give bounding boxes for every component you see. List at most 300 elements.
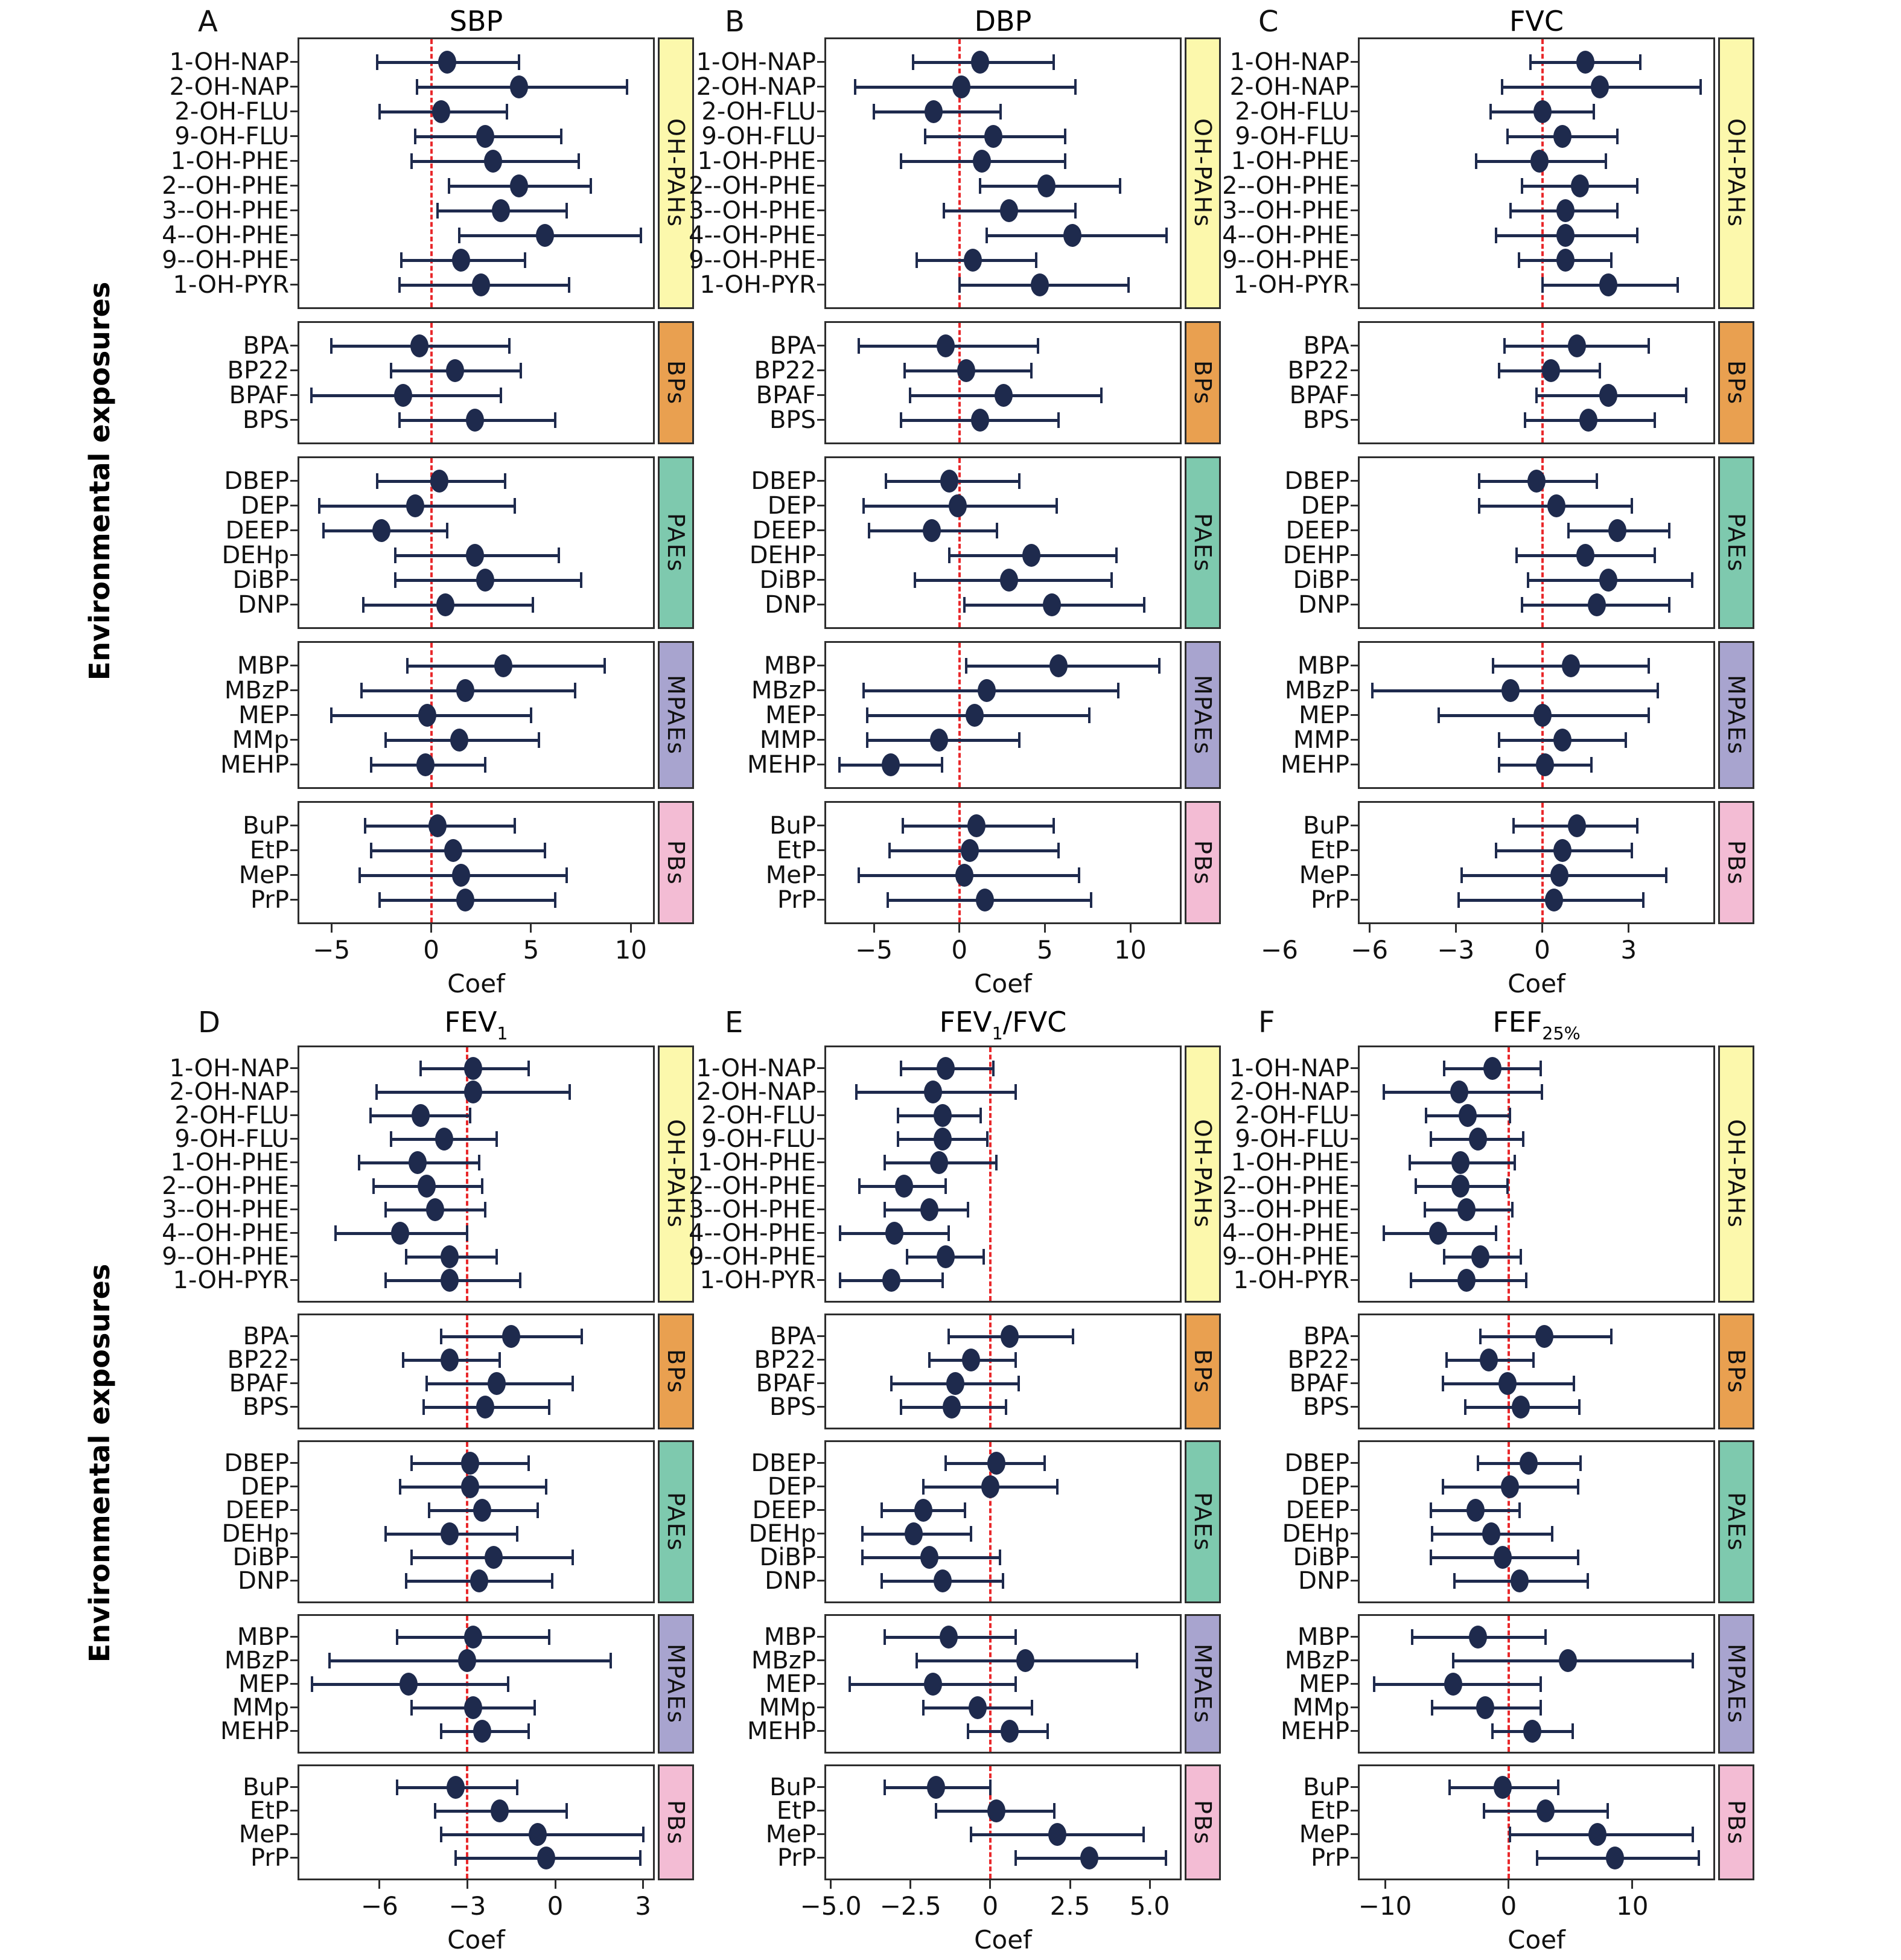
x-axis-tick-label: −5.0 xyxy=(800,1891,862,1921)
ci-cap-low xyxy=(900,153,902,169)
point-estimate xyxy=(1542,359,1560,382)
ci-cap-low xyxy=(1452,1653,1454,1668)
x-axis-tick-label: −3 xyxy=(1437,935,1475,965)
plot-panel-OH-PAHs xyxy=(1358,37,1715,309)
y-axis-tick xyxy=(290,419,298,421)
x-axis-tick xyxy=(1455,924,1457,933)
ci-cap-low xyxy=(384,1272,387,1288)
ci-cap-low xyxy=(396,1629,398,1645)
x-axis-tick-label: −6 xyxy=(360,1891,398,1921)
exposure-label: DBEP xyxy=(1284,467,1349,495)
ci-cap-high xyxy=(469,1108,471,1123)
ci-cap-high xyxy=(507,1676,509,1692)
y-axis-tick xyxy=(1351,899,1358,901)
point-estimate xyxy=(885,1222,903,1245)
ci-cap-low xyxy=(1014,1850,1017,1866)
ci-cap-high xyxy=(982,1249,985,1265)
y-axis-tick xyxy=(817,1636,824,1638)
facet-strip-label: OH-PAHs xyxy=(663,1119,689,1229)
plot-panel-OH-PAHs xyxy=(298,37,655,309)
x-axis-tick-label: 0 xyxy=(423,935,439,965)
point-estimate xyxy=(1471,1245,1489,1268)
y-axis-tick xyxy=(1351,529,1358,531)
point-estimate xyxy=(418,1175,436,1198)
facet-strip-label: OH-PAHs xyxy=(663,118,689,228)
exposure-label: 1-OH-NAP xyxy=(1229,48,1349,76)
ci-cap-high xyxy=(1654,547,1656,563)
y-axis-tick xyxy=(290,1138,298,1140)
point-estimate xyxy=(502,1325,520,1348)
ci-cap-low xyxy=(839,1272,841,1288)
y-axis-tick xyxy=(1351,1683,1358,1685)
plot-panel-BPs xyxy=(824,321,1182,444)
exposure-label: DEEP xyxy=(225,516,289,544)
facet-strip-label: BPs xyxy=(1189,1349,1216,1394)
point-estimate xyxy=(1568,334,1586,357)
panel-title xyxy=(824,1006,1182,1042)
facet-strip-label: PBs xyxy=(1189,1799,1216,1845)
y-axis-tick xyxy=(817,1509,824,1511)
y-axis-tick xyxy=(290,1114,298,1116)
ci-cap-high xyxy=(1540,1061,1542,1076)
y-axis-tick xyxy=(290,61,298,63)
panel-title-text: FVC xyxy=(1509,5,1564,37)
exposure-label: BPAF xyxy=(1289,381,1349,409)
exposure-label: 1-OH-NAP xyxy=(169,48,289,76)
exposure-label: MBzP xyxy=(1284,676,1349,704)
ci-cap-high xyxy=(1616,129,1619,144)
ci-cap-low xyxy=(1457,892,1460,908)
y-axis-tick xyxy=(1351,1833,1358,1835)
ci-cap-high xyxy=(514,498,516,514)
x-axis-tick-label: 0 xyxy=(547,1891,564,1921)
ci-cap-low xyxy=(902,818,904,834)
x-axis-title: Coef xyxy=(447,969,505,998)
y-axis-tick xyxy=(1351,1730,1358,1732)
y-axis-tick xyxy=(1351,764,1358,765)
ci-cap-low xyxy=(897,1108,899,1123)
ci-cap-high xyxy=(554,412,556,428)
ci-cap-high xyxy=(530,707,532,723)
reference-line xyxy=(1541,323,1544,442)
x-axis-tick xyxy=(1044,924,1046,933)
ci-cap-high xyxy=(1078,867,1080,883)
point-estimate xyxy=(1559,1649,1577,1672)
ci-cap-low xyxy=(935,1803,937,1819)
y-axis-tick xyxy=(1351,1810,1358,1812)
facet-strip-label: PAEs xyxy=(1723,512,1750,573)
x-axis-tick-label: 0 xyxy=(1500,1891,1517,1921)
point-estimate xyxy=(464,1696,482,1719)
point-estimate xyxy=(1533,704,1552,727)
point-estimate xyxy=(895,1175,913,1198)
ci-cap-low xyxy=(1495,228,1497,243)
stray-tick-label: −6 xyxy=(1261,935,1298,965)
point-estimate xyxy=(1451,1175,1470,1198)
ci-cap-low xyxy=(360,683,363,698)
ci-cap-high xyxy=(572,1550,574,1565)
point-estimate xyxy=(1001,1720,1019,1743)
facet-strip-label: MPAEs xyxy=(663,1643,689,1725)
y-axis-tick xyxy=(290,1256,298,1257)
y-axis-tick xyxy=(817,1161,824,1163)
ci-cap-high xyxy=(1605,153,1607,169)
point-estimate xyxy=(924,1081,942,1103)
point-estimate xyxy=(927,1776,945,1799)
y-axis-tick xyxy=(817,1208,824,1210)
ci-cap-high xyxy=(446,523,448,538)
ci-cap-low xyxy=(434,1803,436,1819)
exposure-label: 9-OH-FLU xyxy=(1235,1125,1349,1153)
point-estimate xyxy=(924,1673,942,1696)
exposure-label: DEEP xyxy=(1285,1496,1349,1524)
x-axis-tick-label: −10 xyxy=(1358,1891,1412,1921)
ci-cap-low xyxy=(1411,1629,1413,1645)
y-axis-tick xyxy=(817,234,824,236)
reference-line xyxy=(989,1047,992,1301)
ci-cap-low xyxy=(1536,1850,1538,1866)
point-estimate xyxy=(1457,1198,1476,1221)
y-axis-tick xyxy=(1351,1161,1358,1163)
point-estimate xyxy=(966,704,984,727)
ci-cap-high xyxy=(1119,178,1121,194)
x-axis-tick-label: 5 xyxy=(1037,935,1053,965)
exposure-label: DEP xyxy=(240,491,289,520)
point-estimate xyxy=(987,1452,1005,1475)
panel-letter: D xyxy=(198,1006,220,1039)
exposure-label: DNP xyxy=(765,1566,816,1595)
x-axis-tick-label: 0 xyxy=(1534,935,1550,965)
exposure-label: BPAF xyxy=(1289,1369,1349,1397)
y-axis-tick xyxy=(290,480,298,482)
exposure-label: DBEP xyxy=(751,1449,816,1477)
ci-cap-low xyxy=(405,1573,407,1589)
ci-cap-high xyxy=(484,1202,486,1218)
ci-cap-high xyxy=(1509,1108,1511,1123)
ci-cap-high xyxy=(548,1399,550,1415)
y-axis-tick xyxy=(290,714,298,716)
ci-cap-low xyxy=(1535,388,1538,403)
y-axis-tick xyxy=(290,1161,298,1163)
ci-cap-low xyxy=(970,1827,972,1842)
exposure-label: MeP xyxy=(765,1820,816,1848)
ci-cap-high xyxy=(532,597,534,613)
point-estimate xyxy=(436,593,454,616)
y-axis-tick xyxy=(290,135,298,137)
exposure-label: 3--OH-PHE xyxy=(1222,1195,1349,1224)
ci-cap-low xyxy=(885,473,887,489)
y-axis-tick xyxy=(1351,1857,1358,1859)
y-axis-tick xyxy=(1351,554,1358,556)
y-axis-tick xyxy=(1351,874,1358,876)
ci-cap-high xyxy=(1636,228,1638,243)
exposure-label: 2-OH-FLU xyxy=(701,97,816,126)
x-axis-tick xyxy=(530,924,532,933)
exposure-label: 2-OH-FLU xyxy=(174,1101,289,1129)
ci-cap-low xyxy=(839,1225,841,1241)
point-estimate xyxy=(461,1475,479,1498)
ci-cap-low xyxy=(1442,1479,1444,1495)
ci-cap-high xyxy=(1014,1629,1017,1645)
exposure-label: MeP xyxy=(238,861,289,889)
y-axis-tick xyxy=(1351,1114,1358,1116)
point-estimate xyxy=(1450,1081,1468,1103)
point-estimate xyxy=(1022,544,1040,567)
exposure-label: EtP xyxy=(249,1796,289,1825)
y-axis-tick xyxy=(290,825,298,826)
ci-cap-low xyxy=(948,547,950,563)
ci-cap-high xyxy=(1018,473,1021,489)
point-estimate xyxy=(1498,1372,1517,1395)
y-axis-tick xyxy=(1351,284,1358,286)
exposure-label: 9-OH-FLU xyxy=(1235,122,1349,150)
ci-cap-low xyxy=(1442,1376,1444,1391)
y-axis-tick xyxy=(1351,505,1358,506)
ci-cap-high xyxy=(1506,1178,1509,1194)
ci-cap-high xyxy=(1668,597,1670,613)
y-axis-tick xyxy=(1351,1659,1358,1661)
point-estimate xyxy=(984,125,1002,148)
point-estimate xyxy=(962,1349,980,1371)
x-axis-tick xyxy=(830,1880,832,1889)
y-axis-tick xyxy=(817,1067,824,1069)
ci-cap-high xyxy=(1616,203,1619,219)
facet-strip-BPs xyxy=(1718,321,1754,444)
ci-cap-low xyxy=(906,1249,908,1265)
y-axis-tick xyxy=(1351,1556,1358,1558)
ci-cap-low xyxy=(378,104,381,120)
y-axis-tick xyxy=(290,1091,298,1093)
x-axis-tick-label: 5 xyxy=(523,935,540,965)
point-estimate xyxy=(464,1081,482,1103)
point-estimate xyxy=(447,1776,465,1799)
point-estimate xyxy=(464,1057,482,1080)
point-estimate xyxy=(1556,199,1575,222)
ci-cap-high xyxy=(537,1502,539,1518)
ci-cap-low xyxy=(370,757,372,773)
ci-cap-low xyxy=(1498,732,1500,748)
y-axis-tick xyxy=(817,764,824,765)
point-estimate xyxy=(536,224,554,247)
exposure-label: BuP xyxy=(1303,811,1349,840)
ci-cap-low xyxy=(897,1131,899,1147)
y-axis-tick xyxy=(290,1730,298,1732)
ci-cap-high xyxy=(1648,707,1650,723)
ci-cap-low xyxy=(376,54,378,70)
point-estimate xyxy=(1476,1696,1494,1719)
ci-cap-high xyxy=(1115,547,1118,563)
ci-cap-high xyxy=(1665,867,1667,883)
ci-cap-low xyxy=(900,412,902,428)
facet-strip-MPAEs xyxy=(1718,1614,1754,1754)
x-axis-tick-label: 2.5 xyxy=(1049,1891,1091,1921)
ci-cap-high xyxy=(1631,843,1633,858)
ci-cap-low xyxy=(440,1329,442,1344)
exposure-label: BPAF xyxy=(229,381,289,409)
ci-cap-low xyxy=(1383,1084,1385,1100)
panel-letter: A xyxy=(198,5,218,39)
y-axis-tick xyxy=(1351,665,1358,666)
exposure-label: BP22 xyxy=(1287,356,1349,385)
y-axis-tick xyxy=(1351,1382,1358,1384)
facet-strip-label: BPs xyxy=(1723,1349,1750,1394)
point-estimate xyxy=(1523,1720,1541,1743)
y-axis-tick xyxy=(817,665,824,666)
point-estimate xyxy=(435,1128,453,1151)
ci-cap-low xyxy=(362,597,365,613)
exposure-label: PrP xyxy=(250,886,289,914)
ci-cap-low xyxy=(943,203,945,219)
ci-cap-high xyxy=(1064,153,1066,169)
point-estimate xyxy=(484,150,502,173)
exposure-label: DiBP xyxy=(759,566,816,594)
ci-cap-high xyxy=(1677,277,1679,293)
ci-cap-high xyxy=(545,1479,547,1495)
ci-cap-low xyxy=(1431,1526,1433,1542)
ci-cap-high xyxy=(527,1061,530,1076)
ci-cap-high xyxy=(1541,1084,1543,1100)
exposure-label: BPA xyxy=(243,1322,289,1350)
ci-cap-high xyxy=(1014,1352,1017,1368)
exposure-label: MEP xyxy=(765,1670,816,1698)
panel-title-subscript: 1 xyxy=(992,1023,1003,1044)
point-estimate xyxy=(1576,51,1594,74)
ci-cap-low xyxy=(1506,129,1509,144)
ci-cap-high xyxy=(1636,818,1638,834)
point-estimate xyxy=(1553,125,1571,148)
ci-cap-low xyxy=(1541,277,1544,293)
ci-cap-high xyxy=(1056,498,1058,514)
reference-line xyxy=(1508,1047,1510,1301)
ci-cap-low xyxy=(965,658,967,674)
exposure-label: EtP xyxy=(776,1796,816,1825)
point-estimate xyxy=(1535,1325,1553,1348)
exposure-label: MMp xyxy=(759,1693,816,1722)
ci-cap-low xyxy=(406,658,409,674)
ci-cap-high xyxy=(1540,1700,1542,1716)
facet-strip-label: OH-PAHs xyxy=(1723,1119,1750,1229)
exposure-label: EtP xyxy=(1310,1796,1349,1825)
exposure-label: 2--OH-PHE xyxy=(689,171,816,200)
ci-cap-high xyxy=(1525,1272,1527,1288)
exposure-label: 2--OH-PHE xyxy=(689,1172,816,1200)
y-axis-tick xyxy=(1351,1406,1358,1408)
ci-cap-low xyxy=(440,1827,442,1842)
y-axis-title: Environmental exposures xyxy=(83,281,116,680)
y-axis-tick xyxy=(1351,604,1358,605)
y-axis-tick xyxy=(290,579,298,581)
facet-strip-label: PBs xyxy=(663,1799,689,1845)
exposure-label: MBzP xyxy=(224,1646,289,1674)
x-axis-tick xyxy=(1369,924,1371,933)
point-estimate xyxy=(1547,494,1565,517)
exposure-label: 9--OH-PHE xyxy=(162,1242,289,1271)
y-axis-tick xyxy=(290,1406,298,1408)
x-axis-tick-label: 5.0 xyxy=(1129,1891,1170,1921)
ci-cap-low xyxy=(1477,1455,1479,1471)
exposure-label: MBzP xyxy=(224,676,289,704)
ci-cap-low xyxy=(1503,338,1506,354)
y-axis-tick xyxy=(817,369,824,371)
ci-cap-high xyxy=(947,1225,950,1241)
exposure-label: DEHP xyxy=(1282,541,1349,569)
ci-cap-low xyxy=(410,1550,413,1565)
facet-strip-label: MPAEs xyxy=(663,674,689,756)
exposure-label: BPAF xyxy=(756,381,816,409)
ci-cap-low xyxy=(880,1502,883,1518)
panel-title-subscript: 25% xyxy=(1542,1023,1581,1044)
exposure-label: DEHp xyxy=(748,1519,816,1548)
ci-cap-low xyxy=(1415,1178,1417,1194)
y-axis-tick xyxy=(290,604,298,605)
ci-cap-high xyxy=(1685,388,1687,403)
y-axis-tick xyxy=(817,689,824,691)
exposure-label: EtP xyxy=(249,836,289,864)
ci-cap-high xyxy=(544,843,546,858)
exposure-label: BPS xyxy=(769,1393,816,1421)
y-axis-tick xyxy=(290,689,298,691)
y-axis-tick xyxy=(290,284,298,286)
ci-cap-low xyxy=(1410,1272,1412,1288)
y-axis-tick xyxy=(1351,1232,1358,1234)
ci-cap-high xyxy=(516,1526,518,1542)
ci-cap-low xyxy=(436,203,439,219)
y-axis-tick xyxy=(817,1462,824,1464)
point-estimate xyxy=(1480,1349,1498,1371)
exposure-label: DiBP xyxy=(1293,566,1349,594)
exposure-label: DBEP xyxy=(751,467,816,495)
ci-cap-high xyxy=(1654,412,1656,428)
ci-cap-low xyxy=(322,523,325,538)
y-axis-tick xyxy=(1351,135,1358,137)
y-axis-tick xyxy=(817,394,824,396)
exposure-label: 1-OH-PYR xyxy=(699,270,816,299)
y-axis-tick xyxy=(1351,259,1358,261)
point-estimate xyxy=(943,1396,961,1419)
point-estimate xyxy=(1494,1776,1512,1799)
point-estimate xyxy=(1599,384,1617,407)
x-axis-tick xyxy=(1508,1880,1509,1889)
x-axis-tick-label: −3 xyxy=(448,1891,486,1921)
x-axis-tick xyxy=(958,924,960,933)
plot-panel-BPs xyxy=(298,1314,655,1429)
y-axis-tick xyxy=(1351,1067,1358,1069)
exposure-label: DEP xyxy=(767,491,816,520)
y-axis-tick xyxy=(817,1556,824,1558)
ci-cap-high xyxy=(1648,658,1650,674)
y-axis-tick xyxy=(817,1232,824,1234)
ci-cap-high xyxy=(1606,1803,1609,1819)
ci-cap-low xyxy=(1443,1061,1445,1076)
ci-cap-low xyxy=(410,153,413,169)
y-axis-tick xyxy=(290,1279,298,1281)
y-axis-tick xyxy=(290,1683,298,1685)
point-estimate xyxy=(1599,569,1617,592)
point-estimate xyxy=(981,1475,999,1498)
y-axis-tick xyxy=(1351,1279,1358,1281)
ci-cap-low xyxy=(861,1550,864,1565)
exposure-label: 2-OH-NAP xyxy=(1229,72,1349,101)
y-axis-tick xyxy=(290,849,298,851)
plot-panel-PBs xyxy=(824,1764,1182,1880)
point-estimate xyxy=(1556,224,1575,247)
facet-strip-label: PAEs xyxy=(663,1492,689,1552)
x-axis-tick-label: 10 xyxy=(1114,935,1147,965)
panel-title xyxy=(298,5,655,41)
y-axis-tick xyxy=(817,1683,824,1685)
ci-cap-high xyxy=(508,338,511,354)
y-axis-tick xyxy=(290,1067,298,1069)
